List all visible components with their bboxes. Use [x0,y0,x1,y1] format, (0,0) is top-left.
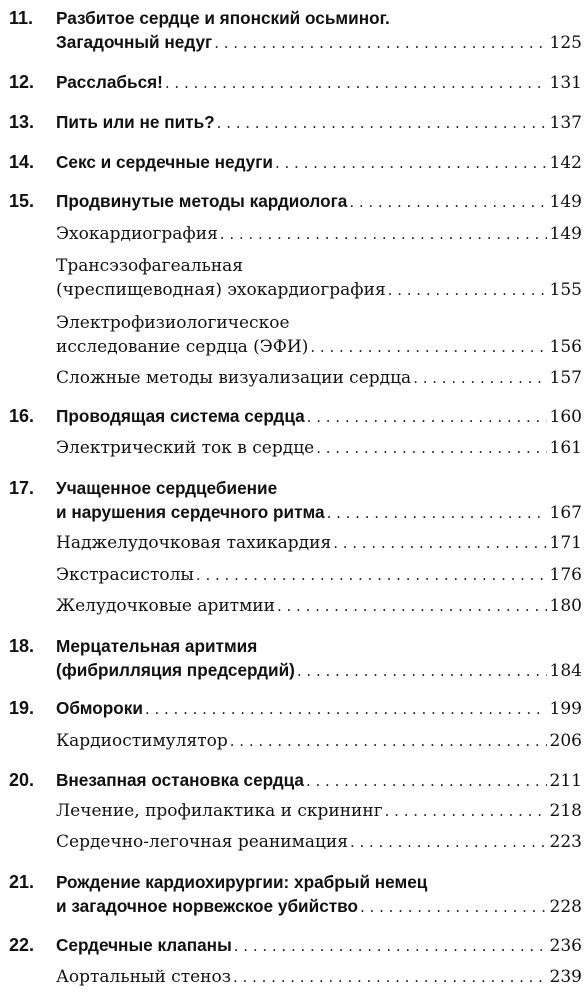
chapter-title: Сердечные клапаны [56,935,232,955]
dot-leader [230,729,547,753]
chapter-number: 18. [9,636,35,656]
page-number: 171 [549,533,582,553]
page-number: 125 [549,33,582,53]
chapter-title: Секс и сердечные недуги [56,152,273,172]
section-title: Сердечно-легочная реанимация [56,832,348,852]
dot-leader [360,895,547,919]
dot-leader [310,335,546,359]
chapter-title: и загадочное норвежское убийство [56,896,359,916]
page-number: 167 [549,503,582,523]
page-number: 155 [549,280,582,300]
section-title: Электрофизиологическое [56,313,290,333]
dot-leader [349,190,546,214]
dot-leader [307,405,547,429]
page-number: 211 [549,771,582,791]
chapter-number: 20. [9,770,35,790]
dot-leader [214,31,546,55]
chapter-number: 22. [9,935,35,955]
page-number: 180 [549,596,582,616]
chapter-title: Рождение кардиохирургии: храбрый немец [56,872,428,892]
chapter-number: 14. [9,152,35,172]
chapter-title: Расслабься! [56,72,163,92]
dot-leader [327,501,547,525]
section-title: Наджелудочковая тахикардия [56,533,332,553]
dot-leader [217,111,547,135]
page-number: 157 [549,368,582,388]
chapter-title: Обмороки [56,698,143,718]
section-title: Сложные методы визуализации сердца [56,368,412,388]
page-number: 149 [549,192,582,212]
chapter-title: Разбитое сердце и японский осьминог. [56,8,390,28]
chapter-number: 19. [9,698,35,718]
chapter-title: Внезапная остановка сердца [56,770,304,790]
section-title: Эхокардиография [56,224,218,244]
dot-leader [333,531,546,555]
chapter-title: (фибрилляция предсердий) [56,660,295,680]
page-number: 149 [549,224,582,244]
dot-leader [233,965,547,989]
page-number: 161 [549,438,582,458]
dot-leader [413,366,546,390]
page-number: 176 [549,565,582,585]
section-title: Кардиостимулятор [56,731,228,751]
dot-leader [388,278,547,302]
dot-leader [220,222,547,246]
section-title: Лечение, профилактика и скрининг [56,801,383,821]
dot-leader [165,71,547,95]
chapter-number: 11. [9,8,34,28]
page-number: 206 [549,731,582,751]
chapter-number: 16. [9,406,35,426]
section-title: Желудочковые аритмии [56,596,275,616]
page-number: 239 [549,967,582,987]
page-number: 142 [549,153,582,173]
dot-leader [234,934,547,958]
page-number: 199 [549,699,582,719]
chapter-number: 17. [9,478,35,498]
dot-leader [350,830,547,854]
section-title: Трансэзофагеальная [56,256,244,276]
chapter-title: Пить или не пить? [56,112,215,132]
dot-leader [306,769,547,793]
dot-leader [275,151,547,175]
chapter-number: 21. [9,872,35,892]
section-title: исследование сердца (ЭФИ) [56,337,309,357]
chapter-title: Учащенное сердцебиение [56,478,278,498]
dot-leader [297,659,547,683]
page-number: 160 [549,407,582,427]
page-number: 218 [549,801,582,821]
chapter-title: и нарушения сердечного ритма [56,502,325,522]
section-title: (чреспищеводная) эхокардиография [56,280,386,300]
dot-leader [277,594,547,618]
dot-leader [145,697,547,721]
chapter-number: 15. [9,191,35,211]
page-number: 184 [549,661,582,681]
section-title: Экстрасистолы [56,565,194,585]
dot-leader [196,563,547,587]
dot-leader [316,436,546,460]
page-number: 223 [549,832,582,852]
chapter-title: Проводящая система сердца [56,406,305,426]
page-number: 131 [549,73,582,93]
page-number: 137 [549,113,582,133]
dot-leader [385,799,547,823]
page-number: 228 [549,897,582,917]
chapter-title: Мерцательная аритмия [56,636,258,656]
chapter-title: Продвинутые методы кардиолога [56,191,348,211]
chapter-title: Загадочный недуг [56,32,213,52]
chapter-number: 12. [9,72,35,92]
page-number: 236 [549,936,582,956]
section-title: Аортальный стеноз [56,967,232,987]
chapter-number: 13. [9,112,35,132]
page-number: 156 [549,337,582,357]
section-title: Электрический ток в сердце [56,438,315,458]
